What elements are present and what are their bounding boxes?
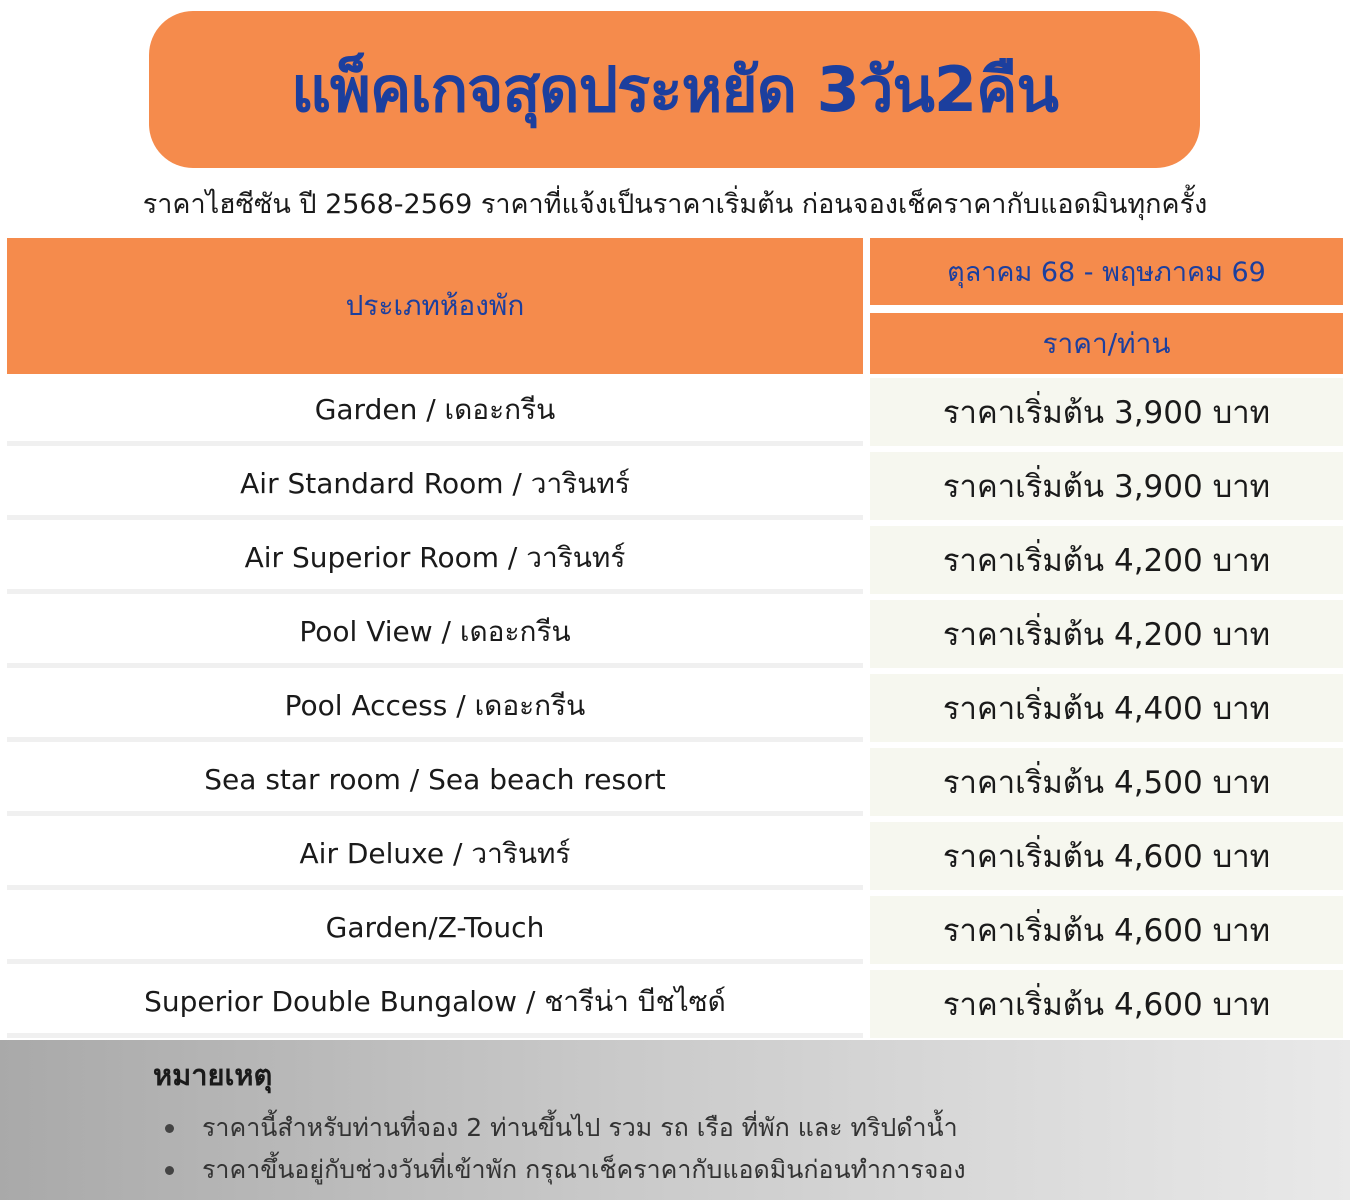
room-name: Air Standard Room / วารินทร์ — [7, 452, 863, 520]
page-subtitle: ราคาไฮซีซัน ปี 2568-2569 ราคาที่แจ้งเป็นราคาเริ่มต้น ก่อนจองเช็คราคากับแอดมินทุกครั้ง — [142, 189, 1208, 220]
header-period: ตุลาคม 68 - พฤษภาคม 69 — [870, 238, 1343, 305]
table-row — [0, 896, 1350, 964]
room-price: ราคาเริ่มต้น 4,600 บาท — [870, 822, 1343, 890]
room-name: Pool View / เดอะกรีน — [7, 600, 863, 668]
table-row — [0, 452, 1350, 520]
room-name: Superior Double Bungalow / ชารีน่า บีชไซด์ — [7, 970, 863, 1038]
note-text: ราคาขึ้นอยู่กับช่วงวันที่เข้าพัก กรุณาเช็คราคากับแอดมินก่อนทำการจอง — [202, 1155, 966, 1184]
header-price-unit: ราคา/ท่าน — [870, 313, 1343, 374]
table-row — [0, 526, 1350, 594]
table-row — [0, 822, 1350, 890]
header-room-type: ประเภทห้องพัก — [7, 238, 863, 374]
notes-section — [0, 1040, 1350, 1200]
note-item — [165, 1108, 958, 1148]
room-name: Air Deluxe / วารินทร์ — [7, 822, 863, 890]
note-text: ราคานี้สำหรับท่านที่จอง 2 ท่านขึ้นไป รวม รถ เรือ ที่พัก และ ทริปดำน้ำ — [202, 1113, 958, 1142]
room-price: ราคาเริ่มต้น 4,200 บาท — [870, 600, 1343, 668]
table-row — [0, 748, 1350, 816]
page-title: แพ็คเกจสุดประหยัด 3วัน2คืน — [291, 52, 1058, 126]
room-price: ราคาเริ่มต้น 4,600 บาท — [870, 896, 1343, 964]
room-price: ราคาเริ่มต้น 3,900 บาท — [870, 452, 1343, 520]
bullet-icon — [165, 1166, 174, 1175]
room-price: ราคาเริ่มต้น 4,400 บาท — [870, 674, 1343, 742]
room-name: Garden / เดอะกรีน — [7, 378, 863, 446]
room-name: Sea star room / Sea beach resort — [7, 748, 863, 816]
note-item — [165, 1150, 966, 1190]
notes-title: หมายเหตุ — [153, 1058, 273, 1092]
room-price: ราคาเริ่มต้น 4,500 บาท — [870, 748, 1343, 816]
room-name: Air Superior Room / วารินทร์ — [7, 526, 863, 594]
table-row — [0, 600, 1350, 668]
room-price: ราคาเริ่มต้น 3,900 บาท — [870, 378, 1343, 446]
table-row — [0, 970, 1350, 1038]
table-row — [0, 674, 1350, 742]
table-row — [0, 378, 1350, 446]
title-banner — [149, 11, 1200, 168]
room-name: Pool Access / เดอะกรีน — [7, 674, 863, 742]
room-name: Garden/Z-Touch — [7, 896, 863, 964]
room-price: ราคาเริ่มต้น 4,200 บาท — [870, 526, 1343, 594]
bullet-icon — [165, 1124, 174, 1133]
room-price: ราคาเริ่มต้น 4,600 บาท — [870, 970, 1343, 1038]
